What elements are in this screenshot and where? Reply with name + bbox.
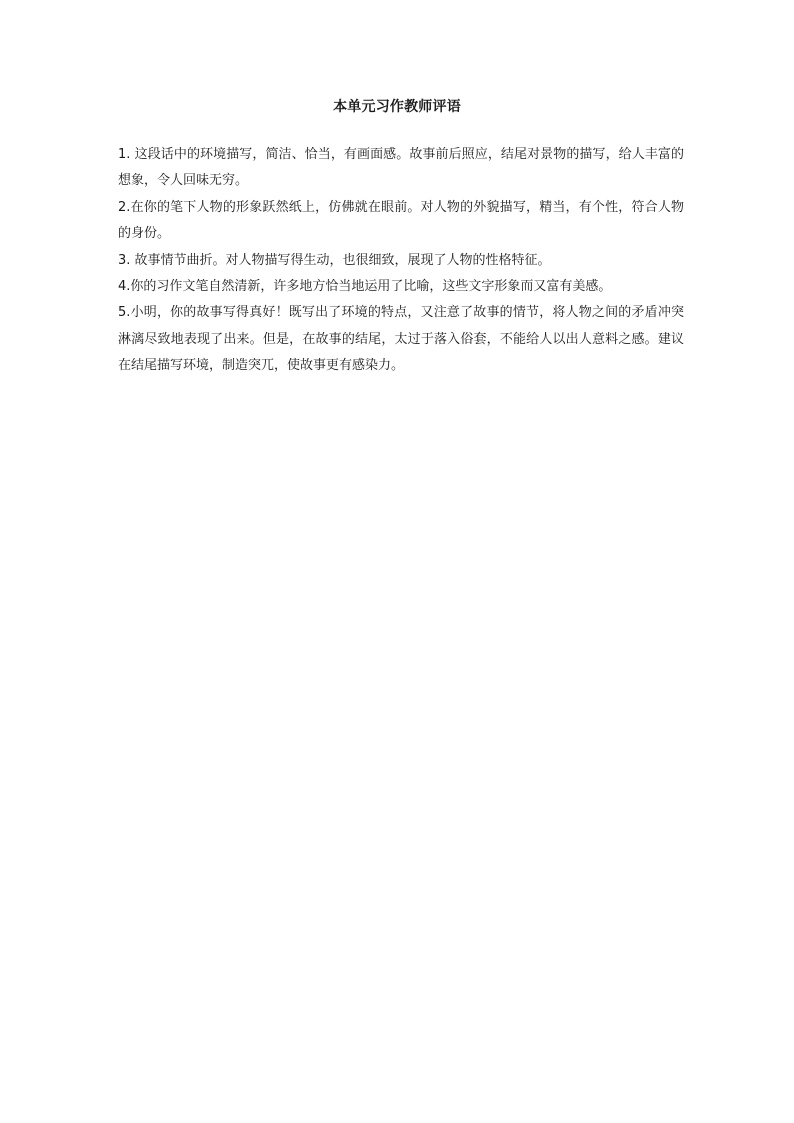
comment-paragraph-5: 5.小明，你的故事写得真好！既写出了环境的特点，又注意了故事的情节，将人物之间的矛盾冲突淋漓尽致地表现了出来。但是，在故事的结尾，太过于落入俗套，不能给人以出人意料之感。建议在结尾描写环境，制造突兀，使故事更有感染力。 (118, 305, 684, 374)
comment-paragraph-2: 2.在你的笔下人物的形象跃然纸上，仿佛就在眼前。对人物的外貌描写，精当，有个性，符合人物的身份。 (118, 199, 684, 242)
document-title: 本单元习作教师评语 (333, 99, 461, 115)
comment-paragraph-3: 3. 故事情节曲折。对人物描写得生动，也很细致，展现了人物的性格特征。 (118, 252, 551, 268)
document-body (118, 142, 684, 380)
comment-paragraph-1: 1. 这段话中的环境描写，简洁、恰当，有画面感。故事前后照应，结尾对景物的描写，给人丰富的想象，令人回味无穷。 (118, 147, 684, 189)
comment-paragraph-4: 4.你的习作文笔自然清新，许多地方恰当地运用了比喻，这些文字形象而又富有美感。 (118, 279, 612, 295)
